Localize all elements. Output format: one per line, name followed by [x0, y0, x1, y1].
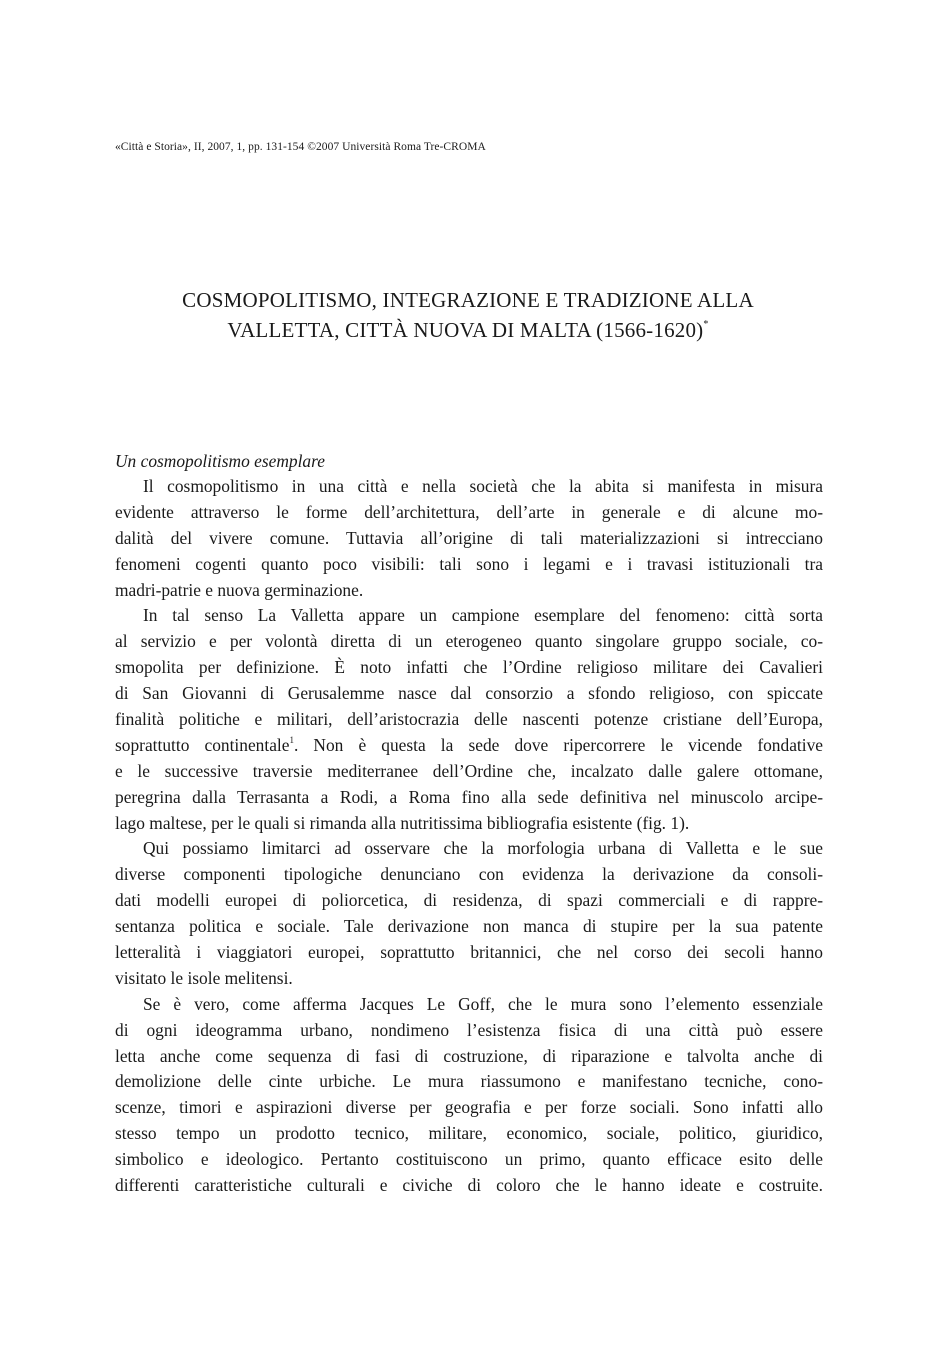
text-line: Se è vero, come afferma Jacques Le Goff, che le mura sono l’elemento essenziale [143, 993, 823, 1014]
article-body [115, 449, 823, 1199]
text-fragment: . Non è questa la sede dove ripercorrere le vicende fondative [293, 734, 823, 755]
title-line-1: COSMOPOLITISMO, INTEGRAZIONE E TRADIZIONE ALLA [182, 288, 754, 312]
text-fragment: soprattutto continentale [115, 734, 290, 755]
text-line: smopolita per definizione. È noto infatti che l’Ordine religioso militare dei Cavalieri [115, 657, 823, 678]
title-line-2 [80, 315, 856, 345]
text-line: dalità del vivere comune. Tuttavia all’origine di tali materializzazioni si intrecciano [115, 527, 823, 548]
text-line: differenti caratteristiche culturali e civiche di coloro che le hanno ideate e costruite. [115, 1175, 823, 1196]
text-line: al servizio e per volontà diretta di un eterogeneo quanto singolare gruppo sociale, co- [115, 631, 823, 652]
text-line: madri-patrie e nuova germinazione. [115, 579, 364, 600]
text-line: dati modelli europei di poliorcetica, di residenza, di spazi commerciali e di rappre- [115, 890, 823, 911]
text-line: scenze, timori e aspirazioni diverse per geografia e per forze sociali. Sono infatti allo [115, 1097, 823, 1118]
text-line: evidente attraverso le forme dell’architettura, dell’arte in generale e di alcune mo- [115, 501, 823, 522]
paragraph-4 [115, 992, 823, 1199]
text-line: e le successive traversie mediterranee dell’Ordine che, incalzato dalle galere ottomane, [115, 760, 823, 781]
text-line: diverse componenti tipologiche denunciano con evidenza la derivazione da consoli- [115, 864, 823, 885]
text-line: di San Giovanni di Gerusalemme nasce dal consorzio a sfondo religioso, con spiccate [115, 683, 823, 704]
text-line: In tal senso La Valletta appare un campione esemplare del fenomeno: città sorta [143, 605, 823, 626]
paragraph-3 [115, 836, 823, 991]
text-line: visitato le isole melitensi. [115, 967, 293, 988]
text-line: letteralità i viaggiatori europei, soprattutto britannici, che nel corso dei secoli hanno [115, 942, 823, 963]
text-line: letta anche come sequenza di fasi di costruzione, di riparazione e talvolta anche di [115, 1045, 823, 1066]
section-heading: Un cosmopolitismo esemplare [115, 451, 325, 471]
paragraph-1 [115, 474, 823, 603]
text-line: fenomeni cogenti quanto poco visibili: tali sono i legami e i travasi istituzionali tra [115, 553, 823, 574]
title-footnote-marker[interactable]: * [703, 319, 709, 330]
text-line: simbolico e ideologico. Pertanto costituiscono un primo, quanto efficace esito delle [115, 1149, 823, 1170]
journal-reference: «Città e Storia», II, 2007, 1, pp. 131-154 ©2007 Università Roma Tre-CROMA [115, 141, 486, 153]
text-line: demolizione delle cinte urbiche. Le mura riassumono e manifestano tecniche, cono- [115, 1071, 823, 1092]
text-line: sentanza politica e sociale. Tale derivazione non manca di stupire per la sua patente [115, 916, 823, 937]
title-line-2-text: VALLETTA, CITTÀ NUOVA DI MALTA (1566-1620) [227, 318, 704, 342]
text-line: Qui possiamo limitarci ad osservare che la morfologia urbana di Valletta e le sue [143, 838, 823, 859]
text-line: stesso tempo un prodotto tecnico, militare, economico, sociale, politico, giuridico, [115, 1123, 823, 1144]
paragraph-2 [115, 603, 823, 836]
footnote-ref-1[interactable]: 1 [289, 734, 294, 745]
text-line: Il cosmopolitismo in una città e nella società che la abita si manifesta in misura [143, 476, 823, 496]
text-line: lago maltese, per le quali si rimanda alla nutritissima bibliografia esistente (fig. 1). [115, 812, 690, 833]
text-line: peregrina dalla Terrasanta a Rodi, a Roma fino alla sede definitiva nel minuscolo arcipe- [115, 786, 823, 807]
article-title [80, 285, 856, 345]
text-line: finalità politiche e militari, dell’aristocrazia delle nascenti potenze cristiane dell’Europa, [115, 709, 823, 730]
text-line: di ogni ideogramma urbano, nondimeno l’esistenza fisica di una città può essere [115, 1019, 823, 1040]
text-line-with-footnote [115, 733, 823, 759]
